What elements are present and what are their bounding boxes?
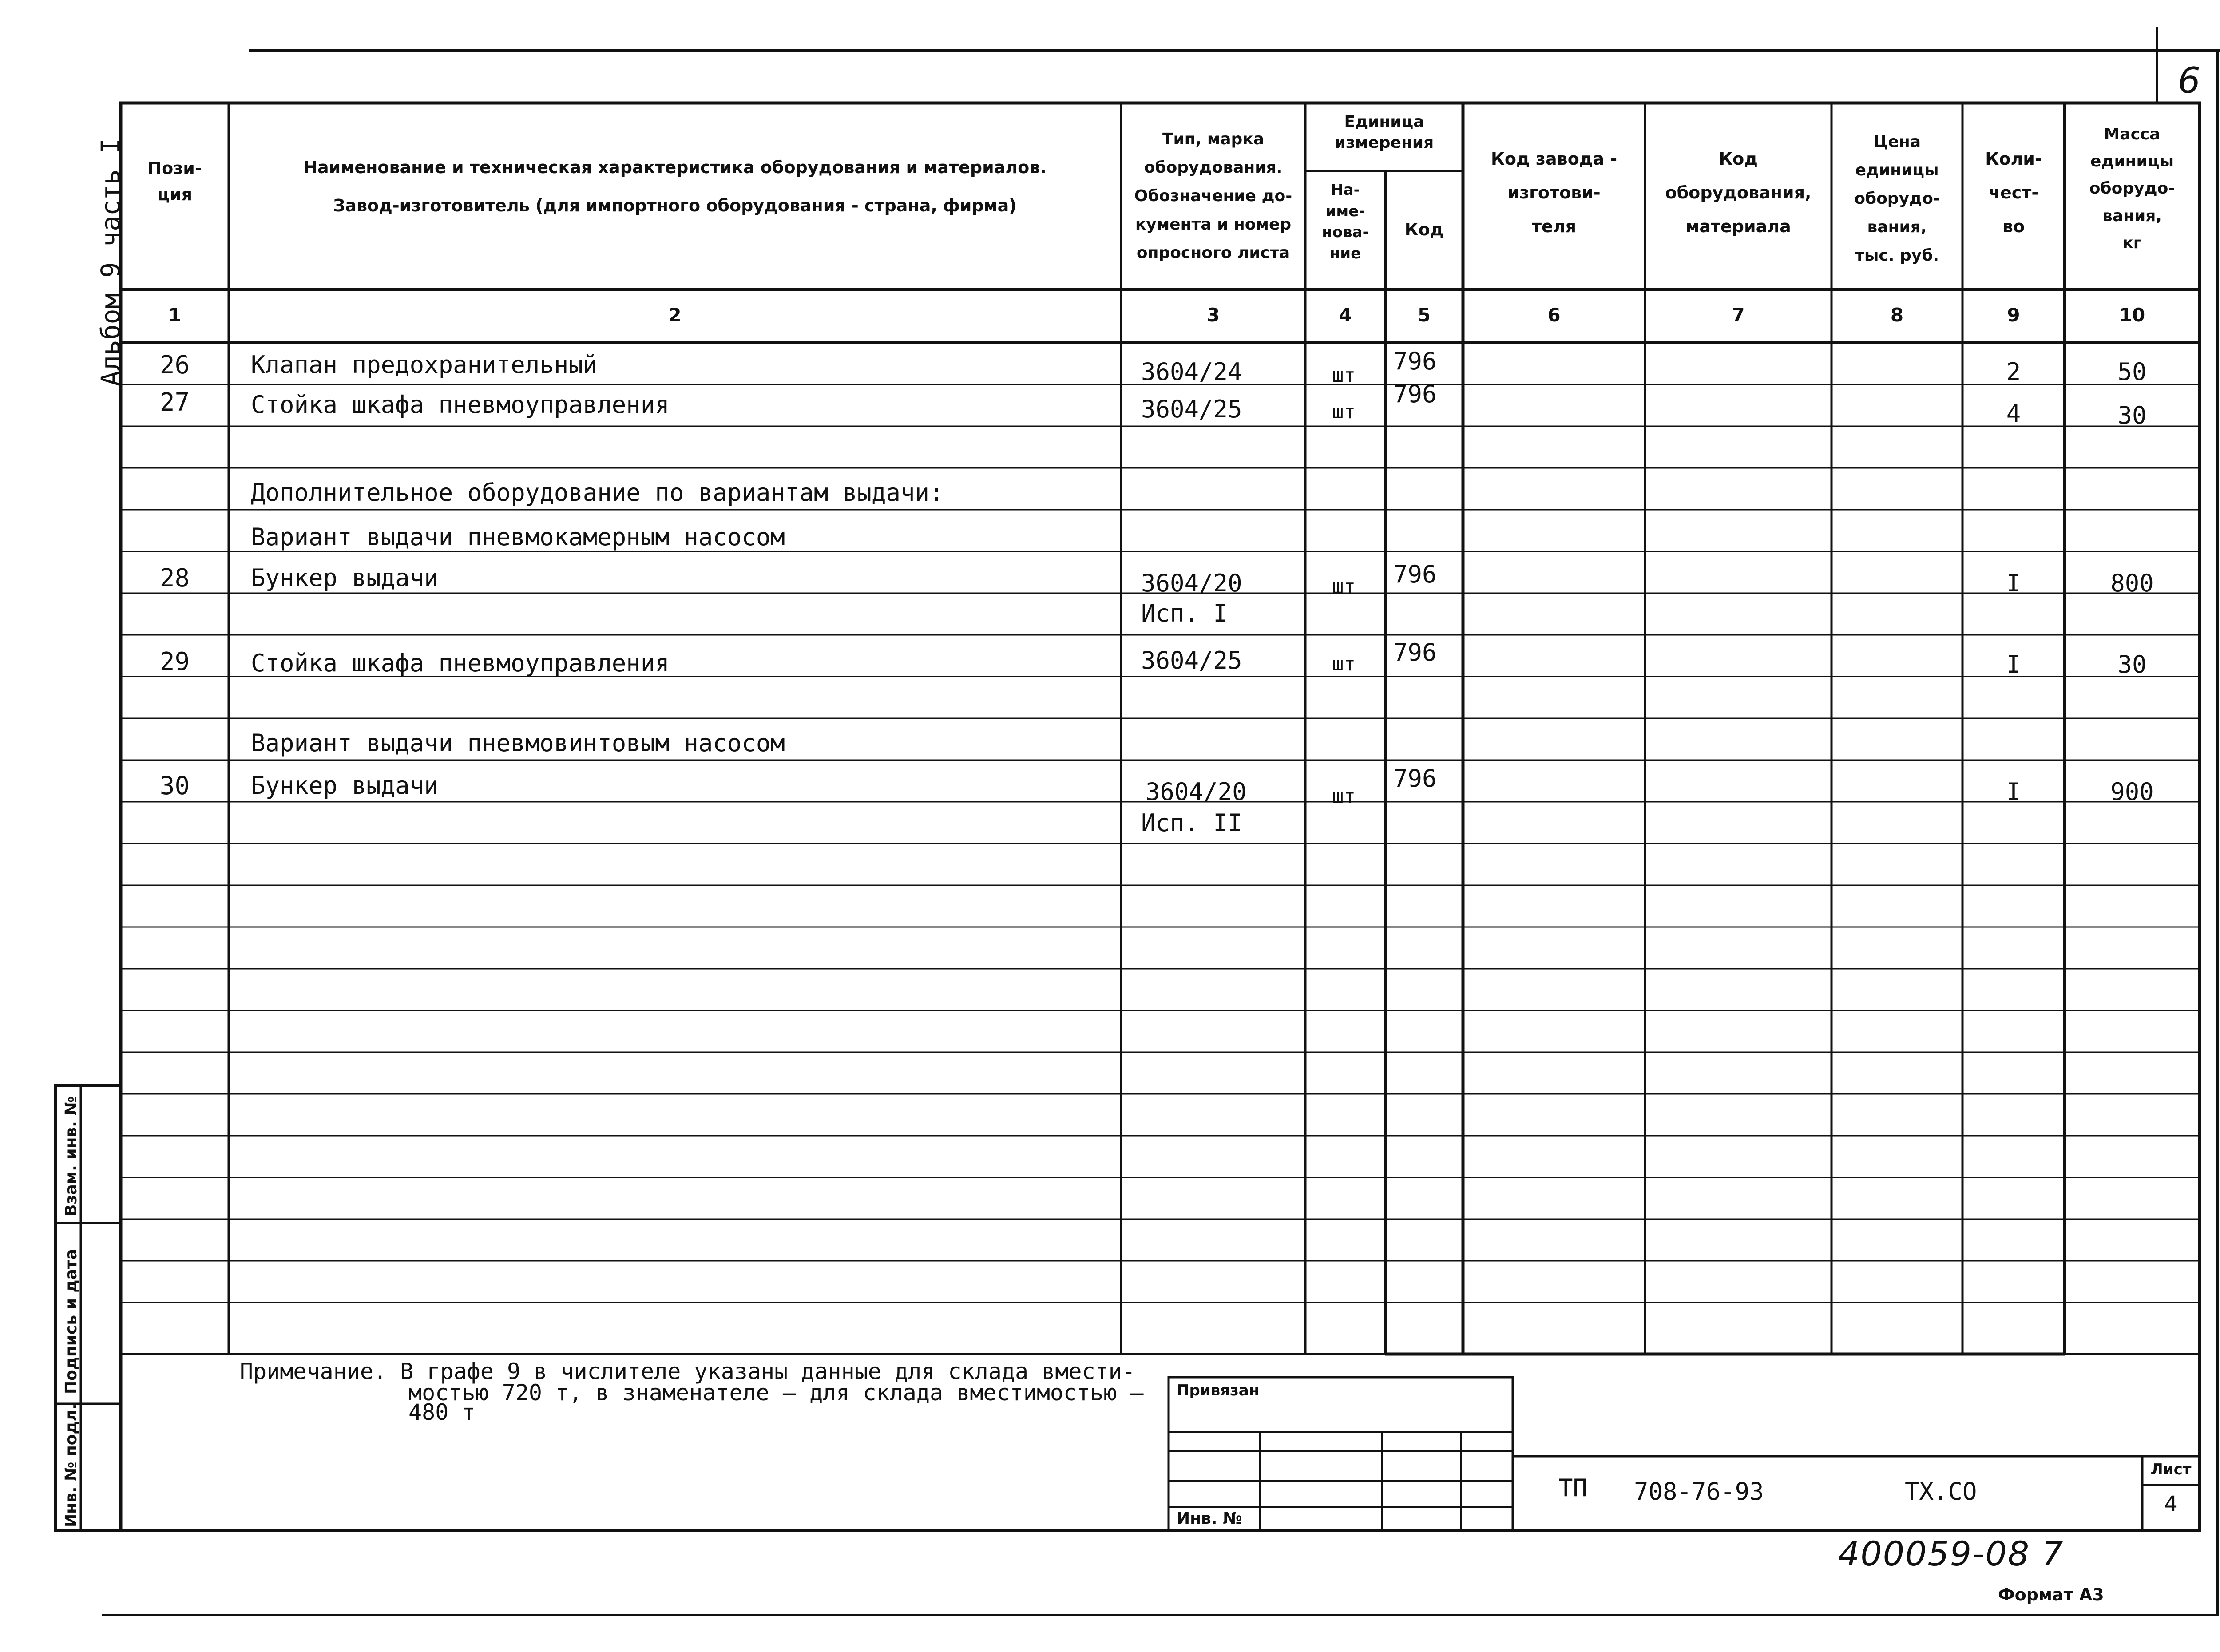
header-type-doc: Тип, марка оборудования. Обозначение до- кумента и номер опросного листа	[1134, 130, 1292, 262]
table-row-name: Клапан предохранительный	[251, 351, 598, 379]
table-row-mass: 800	[2110, 569, 2154, 597]
colnum-2: 2	[668, 304, 682, 326]
table-row-name: Стойка шкафа пневмоуправления	[251, 391, 670, 419]
colnum-7: 7	[1732, 304, 1745, 326]
stamp-label-replaced-inv: Взам. инв. №	[62, 1096, 80, 1216]
header-position: Пози- ция	[147, 158, 202, 204]
sheet-number: 4	[2164, 1492, 2178, 1517]
table-row-doc: 3604/20	[1146, 778, 1247, 806]
header-quantity: Коли- чест- во	[1985, 149, 2042, 236]
table-row-doc: 3604/25	[1141, 395, 1242, 423]
table-row-doc: 3604/25	[1141, 646, 1242, 674]
table-row-pos: 29	[159, 647, 190, 676]
header-unit-name: На- име- нова- ние	[1322, 181, 1369, 262]
colnum-10: 10	[2119, 304, 2145, 326]
page-corner-number: 6	[2178, 60, 2200, 101]
table-row-code: 796	[1393, 380, 1437, 408]
header-equipment-code: Код оборудования, материала	[1665, 149, 1812, 236]
format-label: Формат А3	[1998, 1585, 2104, 1604]
colnum-9: 9	[2007, 304, 2020, 326]
colnum-5: 5	[1417, 304, 1431, 326]
note-line-3: 480 т	[408, 1399, 476, 1425]
section-heading-variant-1: Вариант выдачи пневмокамерным насосом	[251, 523, 785, 551]
table-row-qty: I	[2006, 650, 2021, 678]
tp-label: ТП	[1558, 1474, 1588, 1502]
section-heading-additional: Дополнительное оборудование по вариантам выдачи:	[251, 479, 944, 507]
table-row-pos: 26	[159, 351, 190, 380]
table-row-mass: 900	[2110, 778, 2154, 806]
colnum-1: 1	[168, 304, 182, 326]
archive-number: 400059-08 7	[1838, 1534, 2064, 1573]
project-number: 708-76-93	[1634, 1478, 1764, 1505]
table-row-doc: 3604/20	[1141, 569, 1242, 597]
note-line-1: Примечание. В графе 9 в числителе указаны данные для склада вмести-	[240, 1359, 1135, 1384]
table-row-pos: 30	[159, 772, 190, 800]
table-row-code: 796	[1393, 638, 1437, 666]
colnum-4: 4	[1339, 304, 1352, 326]
colnum-3: 3	[1206, 304, 1220, 326]
album-side-label: Альбом 9 часть I	[95, 138, 126, 386]
table-row-unit: шт	[1332, 575, 1356, 598]
header-unit-group: Единица измерения	[1334, 113, 1434, 152]
table-row-name: Стойка шкафа пневмоуправления	[251, 649, 670, 677]
stamp-label-signature-date: Подпись и дата	[62, 1249, 80, 1394]
table-row-mass: 30	[2117, 650, 2147, 678]
table-row-mass: 50	[2117, 358, 2147, 386]
table-row-code: 796	[1393, 560, 1437, 588]
section-heading-variant-2: Вариант выдачи пневмовинтовым насосом	[251, 729, 785, 757]
table-row-unit: шт	[1332, 364, 1356, 387]
table-row-name: Бункер выдачи	[251, 564, 439, 592]
table-row-code: 796	[1393, 347, 1437, 375]
table-row-name: Бункер выдачи	[251, 772, 439, 800]
inv-no-label: Инв. №	[1177, 1509, 1242, 1528]
header-manufacturer-code: Код завода - изготови- теля	[1491, 149, 1617, 236]
table-row-code: 796	[1393, 765, 1437, 792]
table-row-qty: I	[2006, 569, 2021, 597]
table-row-doc: 3604/24	[1141, 358, 1242, 386]
sheet-label: Лист	[2150, 1461, 2192, 1478]
table-row-doc-variant: Исп. I	[1141, 599, 1228, 627]
table-row-pos: 27	[159, 388, 190, 417]
table-row-mass: 30	[2117, 401, 2147, 429]
privyazan-label: Привязан	[1177, 1382, 1260, 1399]
table-row-unit: шт	[1332, 785, 1356, 808]
header-unit-code: Код	[1404, 220, 1444, 239]
header-unit-price: Цена единицы оборудо- вания, тыс. руб.	[1854, 133, 1940, 265]
table-row-pos: 28	[159, 564, 190, 593]
table-row-qty: 4	[2006, 400, 2021, 428]
header-unit-mass: Масса единицы оборудо- вания, кг	[2089, 125, 2175, 252]
stamp-label-original-inv: Инв. № подл.	[62, 1403, 80, 1527]
table-row-doc-variant: Исп. II	[1141, 809, 1242, 837]
document-code: ТХ.СО	[1905, 1478, 1977, 1505]
colnum-6: 6	[1547, 304, 1561, 326]
table-row-qty: I	[2006, 778, 2021, 806]
note-line-2: мостью 720 т, в знаменателе – для склада вместимостью –	[408, 1380, 1144, 1406]
table-row-qty: 2	[2006, 358, 2021, 386]
header-name: Наименование и техническая характеристика оборудования и материалов. Завод-изготовитель (для импортного оборудования - страна, фирма)	[303, 158, 1047, 215]
colnum-8: 8	[1890, 304, 1904, 326]
table-row-unit: шт	[1332, 400, 1356, 423]
table-row-unit: шт	[1332, 653, 1356, 675]
